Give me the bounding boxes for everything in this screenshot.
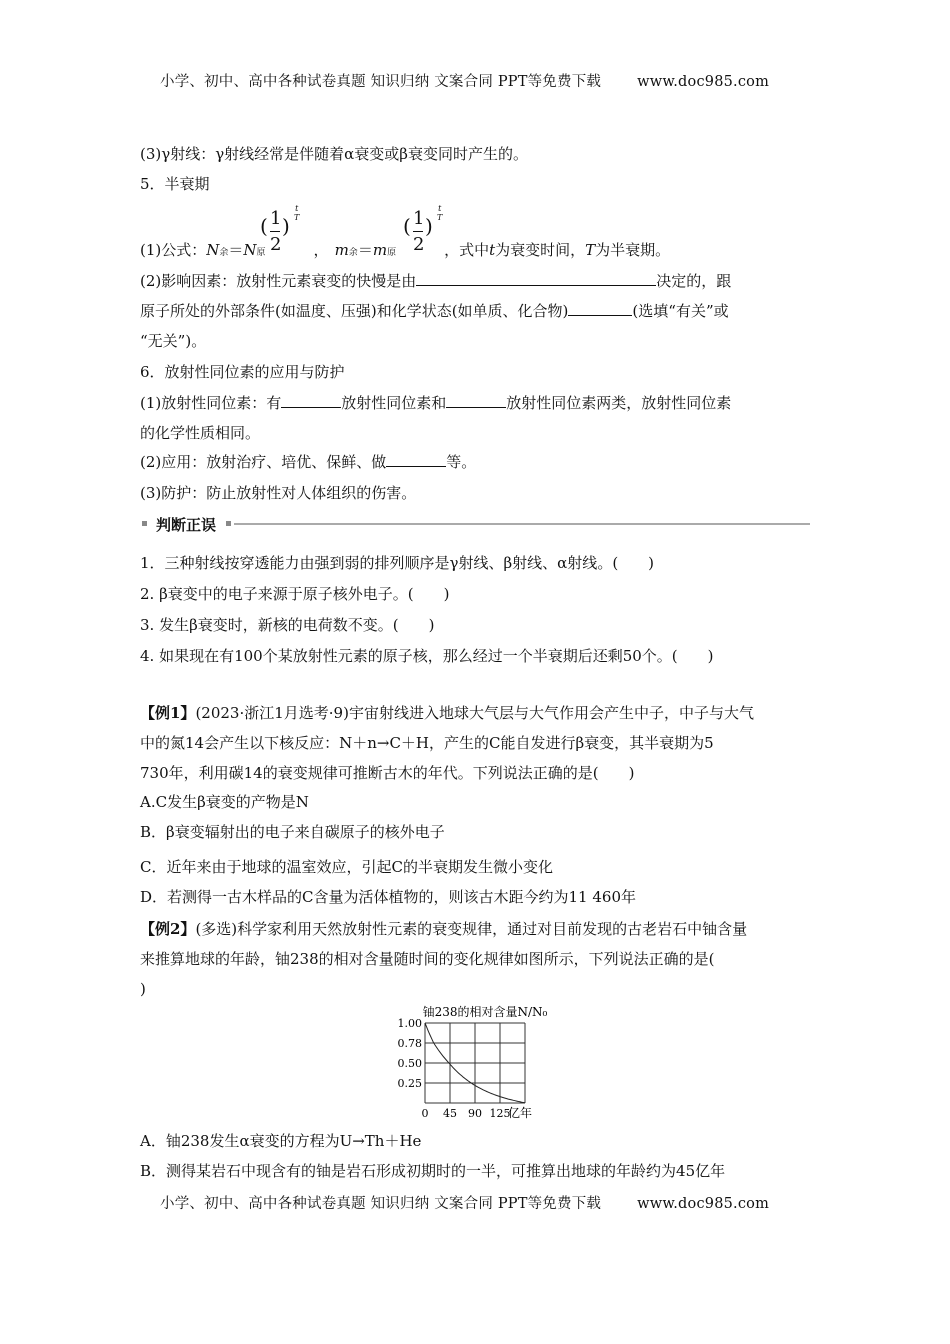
footer-text: 小学、初中、高中各种试卷真题 知识归纳 文案合同 PPT等免费下载 (160, 1196, 602, 1212)
formula-line (140, 240, 670, 263)
text: 等。 (446, 453, 477, 471)
denominator: 2 (413, 234, 425, 255)
text: ，式中 (444, 241, 490, 259)
exp-T: T (437, 213, 443, 222)
var: N (206, 241, 220, 259)
judge-item: 4. 如果现在有100个某放射性元素的原子核，那么经过一个半衰期后还剩50个。( ) (140, 647, 714, 665)
text: (2)应用：放射治疗、培优、保鲜、做 (140, 453, 387, 471)
text: (选填“有关”或 (632, 302, 729, 320)
denominator: 2 (270, 234, 282, 255)
eq: ＝ (228, 241, 244, 259)
text: 为衰变时间， (495, 241, 586, 259)
formula-label: (1)公式： (140, 241, 207, 259)
section-6-title: 6．放射性同位素的应用与防护 (140, 363, 345, 381)
y-tick-label: 0.78 (397, 1037, 422, 1050)
factor-line-3: “无关”)。 (140, 332, 207, 350)
sub: 余 (348, 248, 358, 258)
option-a: A.C发生β衰变的产物是N (140, 793, 309, 811)
header-text: 小学、初中、高中各种试卷真题 知识归纳 文案合同 PPT等免费下载 (160, 74, 602, 90)
y-ticks (398, 1017, 423, 1090)
blank[interactable] (281, 393, 341, 408)
judge-item: 1．三种射线按穿透能力由强到弱的排列顺序是γ射线、β射线、α射线。( ) (140, 554, 655, 572)
numerator: 1 (413, 208, 425, 229)
gamma-ray-text: (3)γ射线：γ射线经常是伴随着α衰变或β衰变同时产生的。 (140, 145, 528, 163)
square-bullet-icon (226, 521, 231, 526)
x-ticks (422, 1107, 511, 1120)
chart-grid (425, 1023, 525, 1103)
exp-t: t (438, 204, 442, 213)
option-c: C．近年来由于地球的温室效应，引起C的半衰期发生微小变化 (140, 858, 553, 876)
text: 放射性同位素和 (341, 394, 447, 412)
divider (234, 523, 810, 525)
example-2-line: ) (140, 980, 146, 998)
numerator: 1 (270, 208, 282, 229)
option-a: A．铀238发生α衰变的方程为U→Th＋He (140, 1132, 422, 1150)
x-tick-label: 125 (489, 1107, 511, 1120)
y-tick-label: 0.25 (397, 1077, 422, 1090)
x-tick-label: 90 (468, 1107, 482, 1120)
y-tick-label: 1.00 (397, 1017, 422, 1030)
option-b: B．测得某岩石中现含有的铀是岩石形成初期时的一半，可推算出地球的年龄约为45亿年 (140, 1162, 726, 1180)
blank[interactable] (416, 271, 656, 286)
square-bullet-icon (142, 521, 147, 526)
x-tick-label: 0 (421, 1107, 429, 1120)
isotope-line (140, 393, 731, 413)
text: (2023·浙江1月选考·9)宇宙射线进入地球大气层与大气作用会产生中子，中子与大气 (195, 704, 754, 722)
option-b: B．β衰变辐射出的电子来自碳原子的核外电子 (140, 823, 445, 841)
text: 原子所处的外部条件(如温度、压强)和化学状态(如单质、化合物) (140, 302, 569, 320)
sub: 余 (219, 248, 229, 258)
example-1-line (140, 703, 754, 723)
text: 决定的，跟 (656, 272, 732, 290)
factor-line-2 (140, 301, 729, 321)
example-tag: 【例2】 (140, 920, 196, 938)
page-header (160, 70, 769, 91)
exp-t: t (295, 204, 299, 213)
var: m (372, 241, 388, 259)
protection-line: (3)防护：防止放射性对人体组织的伤害。 (140, 484, 417, 502)
example-2-line: 来推算地球的年龄，铀238的相对含量随时间的变化规律如图所示，下列说法正确的是( (140, 950, 715, 968)
sub: 原 (387, 248, 397, 258)
y-tick-label: 0.50 (397, 1057, 422, 1070)
judge-title: 判断正误 (156, 516, 217, 534)
text: (1)放射性同位素：有 (140, 394, 282, 412)
var: T (585, 241, 596, 259)
document-page: 小学、初中、高中各种试卷真题 知识归纳 文案合同 PPT等免费下载 www.doc985.com (3)γ射线：γ射线经常是伴随着α衰变或β衰变同时产生的。 5．半衰期 (1)公式：N余＝N原 ， m余＝m原 ，式中t为衰变时间，T为半衰期。 ( 1 2 ) t T ( 1 2 ) t T (2)影响因素：放射性元素衰变的快慢是由 决定的，跟 原子所处的外部条件(如温度、压强)和化学状态(如单质、化合物) (选填“有关”或 “无关”)。 6．放射性同位素的应用与防护 (1)放射性同位素：有 放射性同位素和 放射性同位素两类，放射性同位素 的化学性质相同。 (2)应用：放射治疗、培优、保鲜、做 等。 (3)防护：防止放射性对人体组织的伤害。 判断正误 1．三种射线按穿透能力由强到弱的排列顺序是γ射线、β射线、α射线。( ) 2. β衰变中的电子来源于原子核外电子。( ) 3. 发生β衰变时，新核的电荷数不变。( ) 4. 如果现在有100个某放射性元素的原子核，那么经过一个半衰期后还剩50个。( ) 【例1】(2023·浙江1月选考·9)宇宙射线进入地球大气层与大气作用会产生中子，中子与大气 中的氮14会产生以下核反应：N＋n→C＋H，产生的C能自发进行β衰变，其半衰期为5 730年，利用碳14的衰变规律可推断古木的年代。下列说法正确的是( ) A.C发生β衰变的产物是N B．β衰变辐射出的电子来自碳原子的核外电子 C．近年来由于地球的温室效应，引起C的半衰期发生微小变化 D．若测得一古木样品的C含量为活体植物的，则该古木距今约为11 460年 【例2】(多选)科学家利用天然放射性元素的衰变规律，通过对目前发现的古老岩石中铀含量 来推算地球的年龄，铀238的相对含量随时间的变化规律如图所示，下列说法正确的是( ) 铀238的相对含量N/N₀ 1.00 0.78 0.50 0.25 0 45 90 125 亿年 A．铀238发生α衰变的方程为U→Th＋He B．测得某岩石中现含有的铀是岩石形成初期时的一半，可推算出地球的年龄约为45亿年 小学、初中、高中各种试卷真题 知识归纳 文案合同 PPT等免费下载 www.doc985.com (0, 0, 950, 1344)
x-tick-label: 45 (443, 1107, 457, 1120)
sub: 原 (256, 248, 266, 258)
footer-url[interactable]: www.doc985.com (637, 1196, 770, 1212)
header-url[interactable]: www.doc985.com (637, 74, 770, 90)
uranium-decay-chart (365, 1002, 575, 1122)
judge-item: 3. 发生β衰变时，新核的电荷数不变。( ) (140, 616, 435, 634)
text: (多选)科学家利用天然放射性元素的衰变规律，通过对目前发现的古老岩石中铀含量 (195, 920, 748, 938)
judge-section-header (140, 514, 810, 534)
factor-line (140, 271, 731, 291)
application-line (140, 452, 476, 472)
blank[interactable] (568, 301, 632, 316)
blank[interactable] (446, 393, 506, 408)
page-footer (160, 1192, 769, 1213)
example-1-line: 中的氮14会产生以下核反应：N＋n→C＋H，产生的C能自发进行β衰变，其半衰期为5 (140, 734, 714, 752)
example-tag: 【例1】 (140, 704, 196, 722)
eq: ＝ (357, 241, 373, 259)
example-1-line: 730年，利用碳14的衰变规律可推断古木的年代。下列说法正确的是( ) (140, 764, 635, 782)
text: 为半衰期。 (595, 241, 671, 259)
example-2-line (140, 919, 747, 939)
isotope-line-2: 的化学性质相同。 (140, 424, 261, 442)
section-5-title: 5．半衰期 (140, 175, 210, 193)
judge-item: 2. β衰变中的电子来源于原子核外电子。( ) (140, 585, 450, 603)
chart-title: 铀238的相对含量N/N₀ (422, 1005, 548, 1019)
exp-T: T (294, 213, 300, 222)
text: (2)影响因素：放射性元素衰变的快慢是由 (140, 272, 417, 290)
var: m (334, 241, 349, 259)
blank[interactable] (386, 452, 446, 467)
var: N (243, 241, 257, 259)
text: 放射性同位素两类，放射性同位素 (506, 394, 732, 412)
x-axis-label: 亿年 (508, 1106, 533, 1120)
var: t (489, 241, 496, 259)
comma: ， (313, 241, 329, 259)
option-d: D．若测得一古木样品的C含量为活体植物的，则该古木距今约为11 460年 (140, 888, 636, 906)
